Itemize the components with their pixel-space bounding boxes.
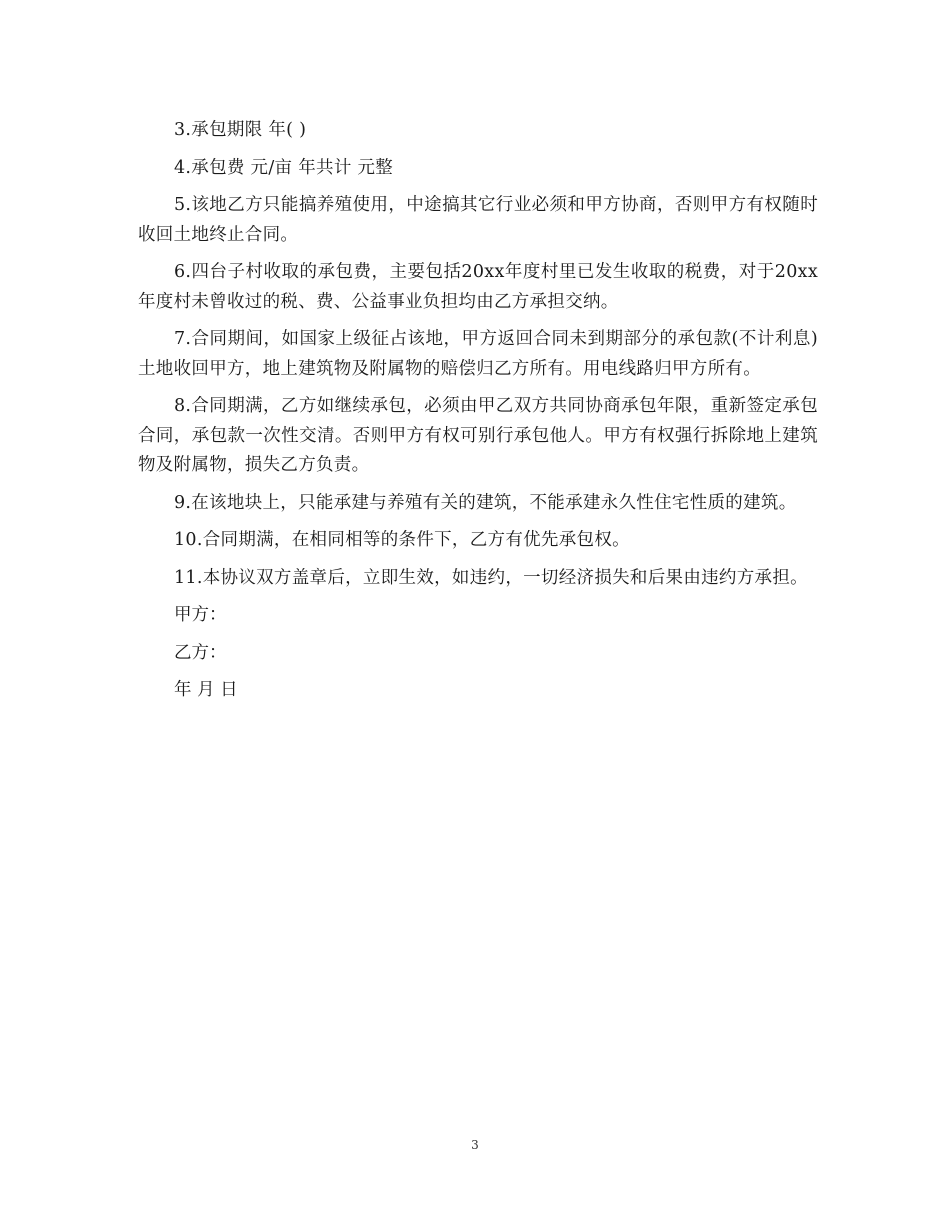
clause-3: 3.承包期限 年( )	[174, 120, 307, 140]
clause-9: 9.在该地块上，只能承建与养殖有关的建筑，不能承建永久性住宅性质的建筑。	[174, 492, 797, 513]
clause-5: 5.该地乙方只能搞养殖使用，中途搞其它行业必须和甲方协商，否则甲方有权随时收回土地终止合同。	[138, 195, 818, 245]
signature-date: 年 月 日	[174, 680, 238, 700]
clause-10: 10.合同期满，在相同相等的条件下，乙方有优先承包权。	[174, 530, 630, 550]
clause-6: 6.四台子村收取的承包费，主要包括20xx年度村里已发生收取的税费，对于20xx年度村未曾收过的税、费、公益事业负担均由乙方承担交纳。	[138, 262, 818, 312]
clause-4: 4.承包费 元/亩 年共计 元整	[174, 157, 394, 178]
page-number: 3	[471, 1138, 479, 1152]
party-a-signature: 甲方：	[174, 605, 227, 625]
clause-11: 11.本协议双方盖章后，立即生效，如违约，一切经济损失和后果由违约方承担。	[174, 567, 808, 588]
clause-7: 7.合同期间，如国家上级征占该地，甲方返回合同未到期部分的承包款(不计利息)土地收回甲方，地上建筑物及附属物的赔偿归乙方所有。用电线路归甲方所有。	[138, 329, 818, 379]
document-body	[138, 116, 818, 714]
clause-8: 8.合同期满，乙方如继续承包，必须由甲乙双方共同协商承包年限，重新签定承包合同，承包款一次性交清。否则甲方有权可别行承包他人。甲方有权强行拆除地上建筑物及附属物，损失乙方负责。	[138, 396, 818, 475]
party-b-signature: 乙方：	[174, 642, 227, 663]
